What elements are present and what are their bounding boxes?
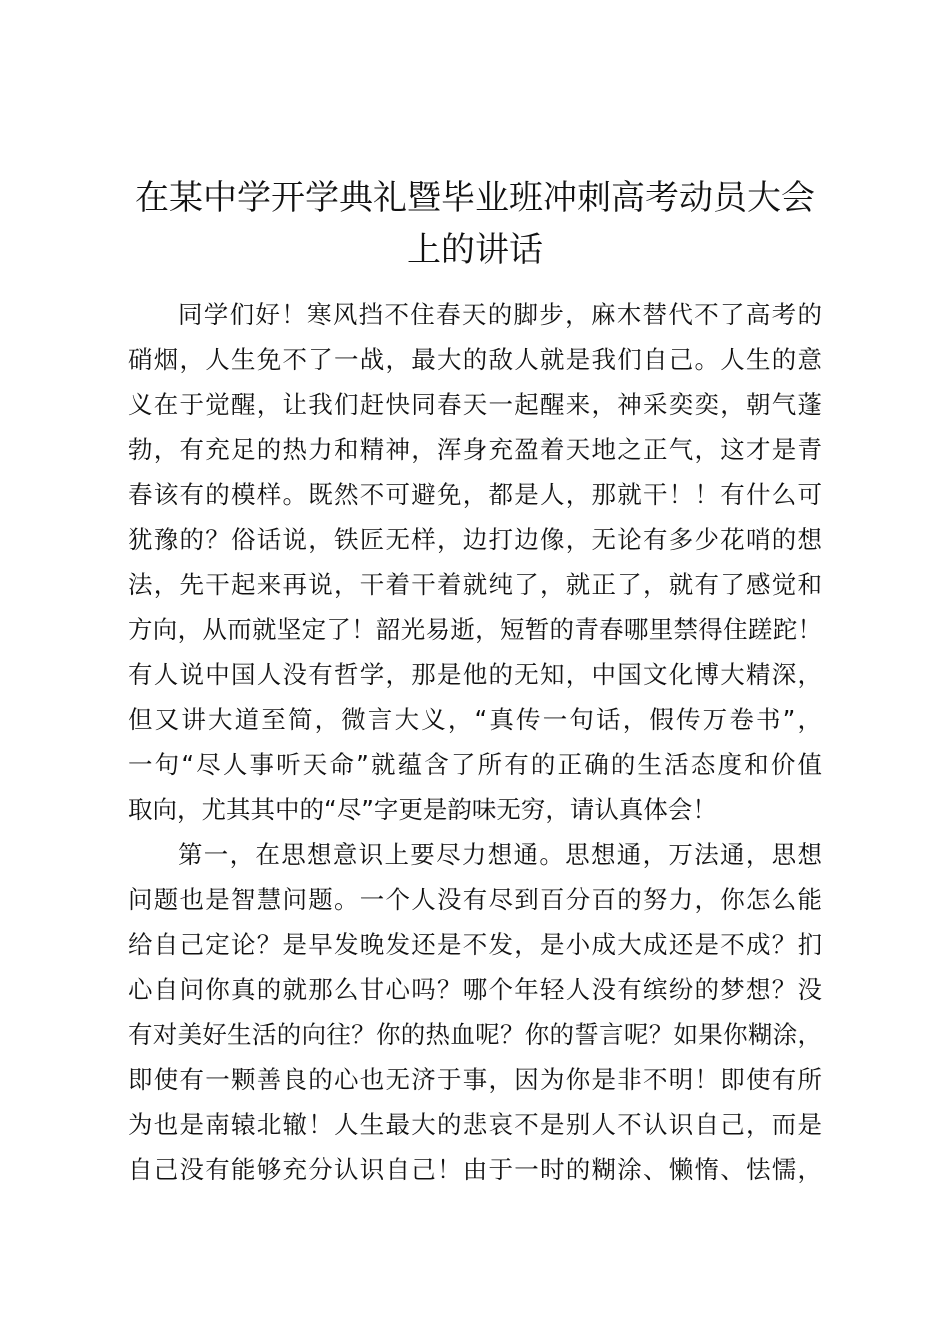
text-line: 给自己定论？是早发晚发还是不发，是小成大成还是不成？扪 — [128, 930, 822, 959]
text-line: 为也是南辕北辙！人生最大的悲哀不是别人不认识自己，而是 — [128, 1110, 822, 1139]
text-line: 勃，有充足的热力和精神，浑身充盈着天地之正气，这才是青 — [128, 435, 822, 464]
text-line: 但又讲大道至简，微言大义，“真传一句话，假传万卷书”， — [128, 705, 822, 734]
title-line: 上的讲话 — [407, 230, 543, 270]
document-body — [128, 292, 822, 1192]
text-line: 义在于觉醒，让我们赶快同春天一起醒来，神采奕奕，朝气蓬 — [128, 390, 822, 419]
text-line: 一句“尽人事听天命”就蕴含了所有的正确的生活态度和价值 — [128, 750, 822, 779]
text-line: 犹豫的？俗话说，铁匠无样，边打边像，无论有多少花哨的想 — [128, 525, 822, 554]
text-line: 有对美好生活的向往？你的热血呢？你的誓言呢？如果你糊涂， — [128, 1020, 822, 1049]
text-line: 春该有的模样。既然不可避免，都是人，那就干！！有什么可 — [128, 480, 822, 509]
text-line: 心自问你真的就那么甘心吗？哪个年轻人没有缤纷的梦想？没 — [128, 975, 822, 1004]
text-line: 方向，从而就坚定了！韶光易逝，短暂的青春哪里禁得住蹉跎！ — [128, 615, 822, 644]
text-line: 法，先干起来再说，干着干着就纯了，就正了，就有了感觉和 — [128, 570, 822, 599]
text-line: 硝烟，人生免不了一战，最大的敌人就是我们自己。人生的意 — [128, 345, 822, 374]
text-line: 有人说中国人没有哲学，那是他的无知，中国文化博大精深， — [128, 660, 822, 689]
text-line: 第一，在思想意识上要尽力想通。思想通，万法通，思想 — [178, 840, 822, 869]
document-title — [110, 172, 840, 276]
text-line: 取向，尤其其中的“尽”字更是韵味无穷，请认真体会！ — [128, 795, 717, 824]
paragraph-intro — [128, 292, 822, 832]
text-line: 同学们好！寒风挡不住春天的脚步，麻木替代不了高考的 — [178, 300, 822, 329]
text-line: 即使有一颗善良的心也无济于事，因为你是非不明！即使有所 — [128, 1065, 822, 1094]
text-line: 问题也是智慧问题。一个人没有尽到百分百的努力，你怎么能 — [128, 885, 822, 914]
title-line: 在某中学开学典礼暨毕业班冲刺高考动员大会 — [135, 178, 815, 218]
text-line: 自己没有能够充分认识自己！由于一时的糊涂、懒惰、怯懦， — [128, 1155, 822, 1184]
paragraph-first-point — [128, 832, 822, 1192]
